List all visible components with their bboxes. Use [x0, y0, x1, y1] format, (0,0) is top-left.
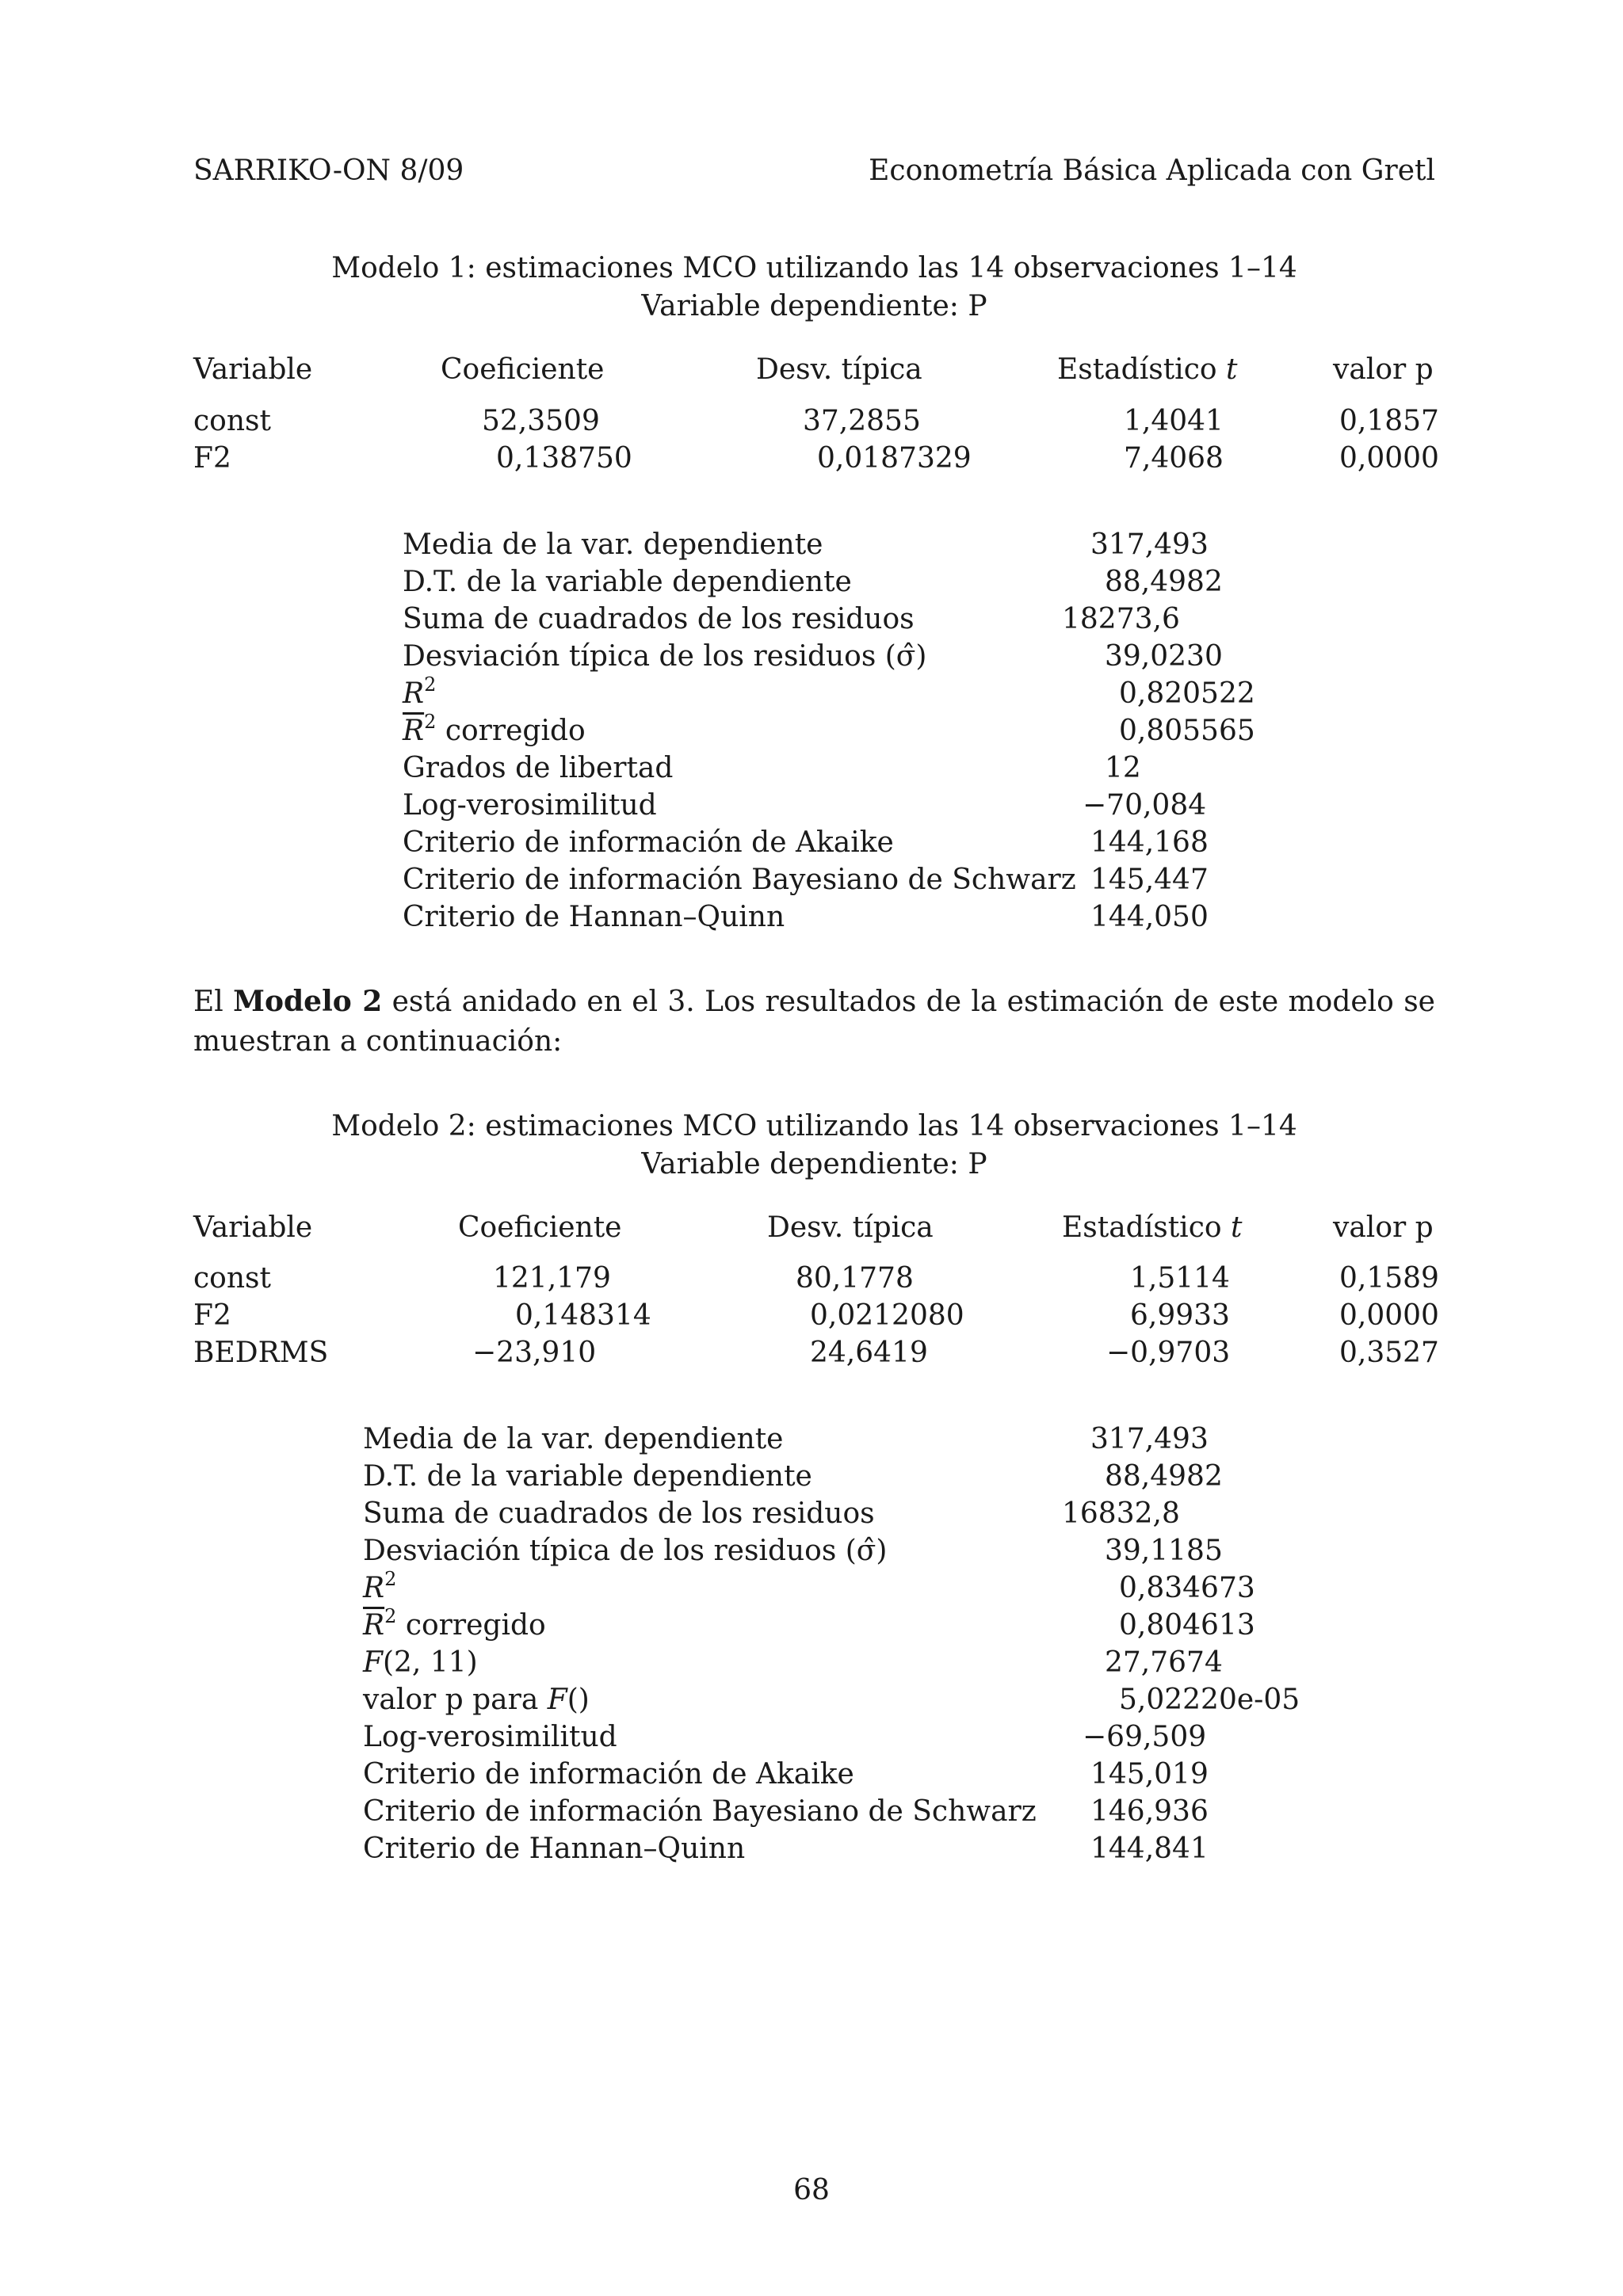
m1-stat2-value: 18273,6 [1062, 603, 1180, 635]
m1-stat9-value: 145,447 [1090, 864, 1209, 896]
model2-title: Modelo 2: estimaciones MCO utilizando las 14 observaciones 1–14 [331, 1110, 1297, 1142]
m2-row1-t: 6,9933 [1130, 1299, 1230, 1332]
paragraph-post: está anidado en el 3. Los resultados de la estimación de este modelo se muestran a continuación: [193, 986, 1435, 1058]
m1-col-coef: Coeficiente [441, 353, 605, 386]
m1-stat9-label: Criterio de información Bayesiano de Schwarz [403, 864, 1076, 896]
m1-t-symbol: t [1226, 353, 1238, 386]
m1-col-p: valor p [1333, 353, 1434, 386]
m2-row1-coef: 0,148314 [515, 1299, 651, 1332]
m1-col-t-label: Estadístico [1057, 353, 1217, 386]
m2-row2-p: 0,3527 [1339, 1337, 1439, 1369]
m2-stat6-label: F(2, 11) [363, 1646, 478, 1679]
m2-stat11-value: 144,841 [1090, 1833, 1209, 1865]
m2-stat3-value: 39,1185 [1105, 1535, 1223, 1567]
m1-stat0-value: 317,493 [1090, 528, 1209, 561]
m1-row1-var: F2 [193, 442, 231, 475]
m1-row0-var: const [193, 405, 271, 437]
m2-row1-p: 0,0000 [1339, 1299, 1439, 1332]
m1-col-variable: Variable [193, 353, 313, 386]
m1-col-se: Desv. típica [756, 353, 922, 386]
m1-stat0-label: Media de la var. dependiente [403, 528, 823, 561]
m1-stat3-value: 39,0230 [1105, 640, 1223, 673]
m2-stat6-value: 27,7674 [1105, 1646, 1223, 1679]
m2-col-coef: Coeficiente [458, 1211, 622, 1244]
m1-row1-coef: 0,138750 [496, 442, 632, 475]
m1-row0-t: 1,4041 [1124, 405, 1224, 437]
m2-col-variable: Variable [193, 1211, 313, 1244]
m2-col-se: Desv. típica [767, 1211, 934, 1244]
running-header-left: SARRIKO-ON 8/09 [193, 154, 464, 187]
m2-row1-var: F2 [193, 1299, 231, 1332]
m1-row0-se: 37,2855 [803, 405, 921, 437]
m2-stat9-value: 145,019 [1090, 1758, 1209, 1791]
m1-stat8-label: Criterio de información de Akaike [403, 826, 894, 859]
m2-stat1-label: D.T. de la variable dependiente [363, 1460, 812, 1493]
m2-row1-se: 0,0212080 [810, 1299, 964, 1332]
m2-stat3-label: Desviación típica de los residuos (σ̂) [363, 1535, 888, 1567]
m1-stat10-label: Criterio de Hannan–Quinn [403, 901, 785, 933]
m1-stat4-value: 0,820522 [1119, 677, 1255, 710]
m2-row2-se: 24,6419 [810, 1337, 928, 1369]
m2-row0-t: 1,5114 [1130, 1262, 1230, 1295]
m1-col-t [1057, 353, 1237, 387]
paragraph-pre: El [193, 986, 234, 1018]
m1-stat6-value: 12 [1105, 752, 1141, 784]
m2-row0-p: 0,1589 [1339, 1262, 1439, 1295]
m2-stat0-label: Media de la var. dependiente [363, 1423, 784, 1455]
m1-stat6-label: Grados de libertad [403, 752, 674, 784]
model1-title: Modelo 1: estimaciones MCO utilizando las 14 observaciones 1–14 [331, 252, 1297, 284]
m2-col-p: valor p [1333, 1211, 1434, 1244]
m2-stat7-label: valor p para F() [363, 1684, 590, 1716]
model1-dependent: Variable dependiente: P [641, 290, 987, 322]
m2-stat10-value: 146,936 [1090, 1795, 1209, 1828]
m1-stat4-label: $R^2$ [403, 673, 437, 710]
m1-stat10-value: 144,050 [1090, 901, 1209, 933]
m2-col-t-label: Estadístico [1062, 1211, 1222, 1244]
m2-stat2-label: Suma de cuadrados de los residuos [363, 1497, 875, 1530]
m2-row2-coef: −23,910 [472, 1337, 597, 1369]
m2-stat7-value: 5,02220e-05 [1119, 1684, 1300, 1716]
m2-stat5-value: 0,804613 [1119, 1609, 1255, 1642]
m2-stat0-value: 317,493 [1090, 1423, 1209, 1455]
m2-stat11-label: Criterio de Hannan–Quinn [363, 1833, 746, 1865]
m2-stat5-label: $\overline{R}^2$ corregido [363, 1605, 546, 1642]
m2-stat9-label: Criterio de información de Akaike [363, 1758, 854, 1791]
m2-row2-var: BEDRMS [193, 1337, 329, 1369]
m2-row2-t: −0,9703 [1106, 1337, 1231, 1369]
m2-stat4-value: 0,834673 [1119, 1572, 1255, 1604]
m1-stat7-label: Log-verosimilitud [403, 789, 657, 822]
m1-row1-p: 0,0000 [1339, 442, 1439, 475]
m2-row0-coef: 121,179 [493, 1262, 611, 1295]
m1-row1-t: 7,4068 [1124, 442, 1224, 475]
m2-t-symbol: t [1231, 1211, 1243, 1244]
model2-dependent: Variable dependiente: P [641, 1148, 987, 1180]
m1-stat7-value: −70,084 [1083, 789, 1207, 822]
m1-row0-coef: 52,3509 [482, 405, 600, 437]
m1-row1-se: 0,0187329 [817, 442, 972, 475]
m1-stat5-value: 0,805565 [1119, 715, 1255, 747]
running-header-right: Econometría Básica Aplicada con Gretl [869, 154, 1435, 187]
m2-stat8-value: −69,509 [1083, 1721, 1207, 1753]
m1-stat3-label: Desviación típica de los residuos (σ̂) [403, 640, 927, 673]
m1-stat1-label: D.T. de la variable dependiente [403, 566, 852, 598]
m1-stat5-label: $\overline{R}^2$ corregido [403, 711, 586, 747]
m2-row0-se: 80,1778 [796, 1262, 914, 1295]
m1-stat1-value: 88,4982 [1105, 566, 1223, 598]
m1-stat8-value: 144,168 [1090, 826, 1209, 859]
page-number: 68 [793, 2174, 830, 2206]
m2-stat10-label: Criterio de información Bayesiano de Schwarz [363, 1795, 1037, 1828]
paragraph-bold: Modelo 2 [233, 985, 383, 1018]
m2-row0-var: const [193, 1262, 271, 1295]
body-paragraph [193, 982, 1435, 1062]
m2-col-t [1062, 1211, 1242, 1245]
m2-stat1-value: 88,4982 [1105, 1460, 1223, 1493]
m1-stat2-label: Suma de cuadrados de los residuos [403, 603, 915, 635]
m2-stat8-label: Log-verosimilitud [363, 1721, 617, 1753]
m2-stat4-label: $R^2$ [363, 1568, 397, 1604]
m1-row0-p: 0,1857 [1339, 405, 1439, 437]
m2-stat2-value: 16832,8 [1062, 1497, 1180, 1530]
